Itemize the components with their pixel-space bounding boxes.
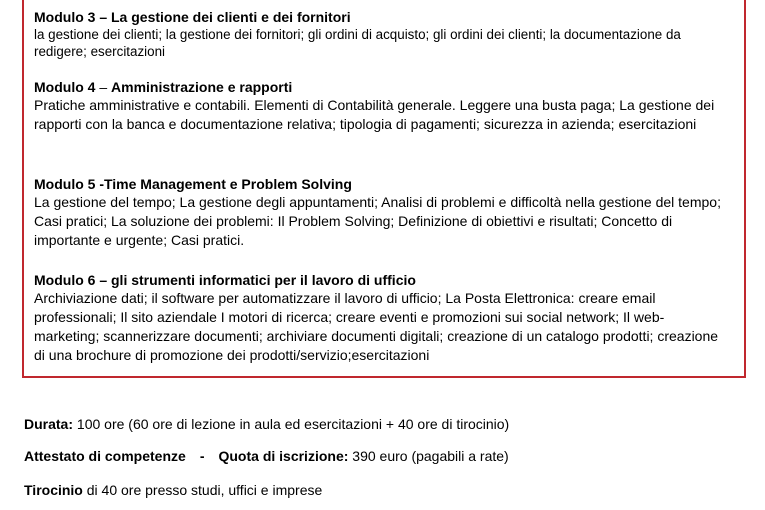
module-3 — [34, 8, 724, 60]
module-3-body: la gestione dei clienti; la gestione dei fornitori; gli ordini di acquisto; gli ordini dei clienti; la documentazione da redigere; esercitazioni — [34, 27, 681, 59]
quota-value: 390 euro (pagabili a rate) — [348, 448, 509, 464]
durata-line — [24, 415, 509, 433]
module-5 — [34, 175, 724, 250]
module-5-title: Modulo 5 -Time Management e Problem Solving — [34, 176, 352, 192]
module-4-title — [34, 78, 724, 96]
tirocinio-label: Tirocinio — [24, 482, 83, 498]
module-4-body: Pratiche amministrative e contabili. Elementi di Contabilità generale. Leggere una busta paga; La gestione dei rapporti con la banca e documentazione relativa; tipologia di pagamenti; sicurezza in azienda; esercitazioni — [34, 97, 715, 132]
module-5-body: La gestione del tempo; La gestione degli appuntamenti; Analisi di problemi e difficoltà nella gestione del tempo; Casi pratici; La soluzione dei problemi: Il Problem Solving; Definizione di obiettivi e risultati; Concetto di importante e urgente; Casi pratici. — [34, 194, 721, 248]
module-6 — [34, 271, 724, 365]
module-4-title-sep: – — [95, 79, 112, 95]
tirocinio-line — [24, 481, 322, 499]
module-3-title: Modulo 3 – La gestione dei clienti e dei fornitori — [34, 9, 351, 25]
module-6-body: Archiviazione dati; il software per automatizzare il lavoro di ufficio; La Posta Elettronica: creare email professionali; Il sito aziendale I motori di ricerca; creare eventi e promozioni sui social network; Il web-marketing; scannerizzare documenti; archiviare documenti digitali; creazione di un catalogo prodotti; creazione di una brochure di promozione dei prodotti/servizio;esercitazioni — [34, 290, 719, 363]
attestato-dash: - — [199, 448, 205, 464]
module-4-title-prefix: Modulo 4 — [34, 79, 96, 95]
tirocinio-value: di 40 ore presso studi, uffici e imprese — [82, 482, 323, 498]
module-4-title-rest: Amministrazione e rapporti — [111, 79, 293, 95]
attestato-label: Attestato di competenze — [24, 448, 186, 464]
attestato-line — [24, 447, 509, 465]
module-4 — [34, 78, 724, 134]
durata-label: Durata: — [24, 416, 74, 432]
module-6-title: Modulo 6 – gli strumenti informatici per il lavoro di ufficio — [34, 272, 416, 288]
durata-value: 100 ore (60 ore di lezione in aula ed esercitazioni + 40 ore di tirocinio) — [73, 416, 510, 432]
quota-label: Quota di iscrizione: — [218, 448, 349, 464]
